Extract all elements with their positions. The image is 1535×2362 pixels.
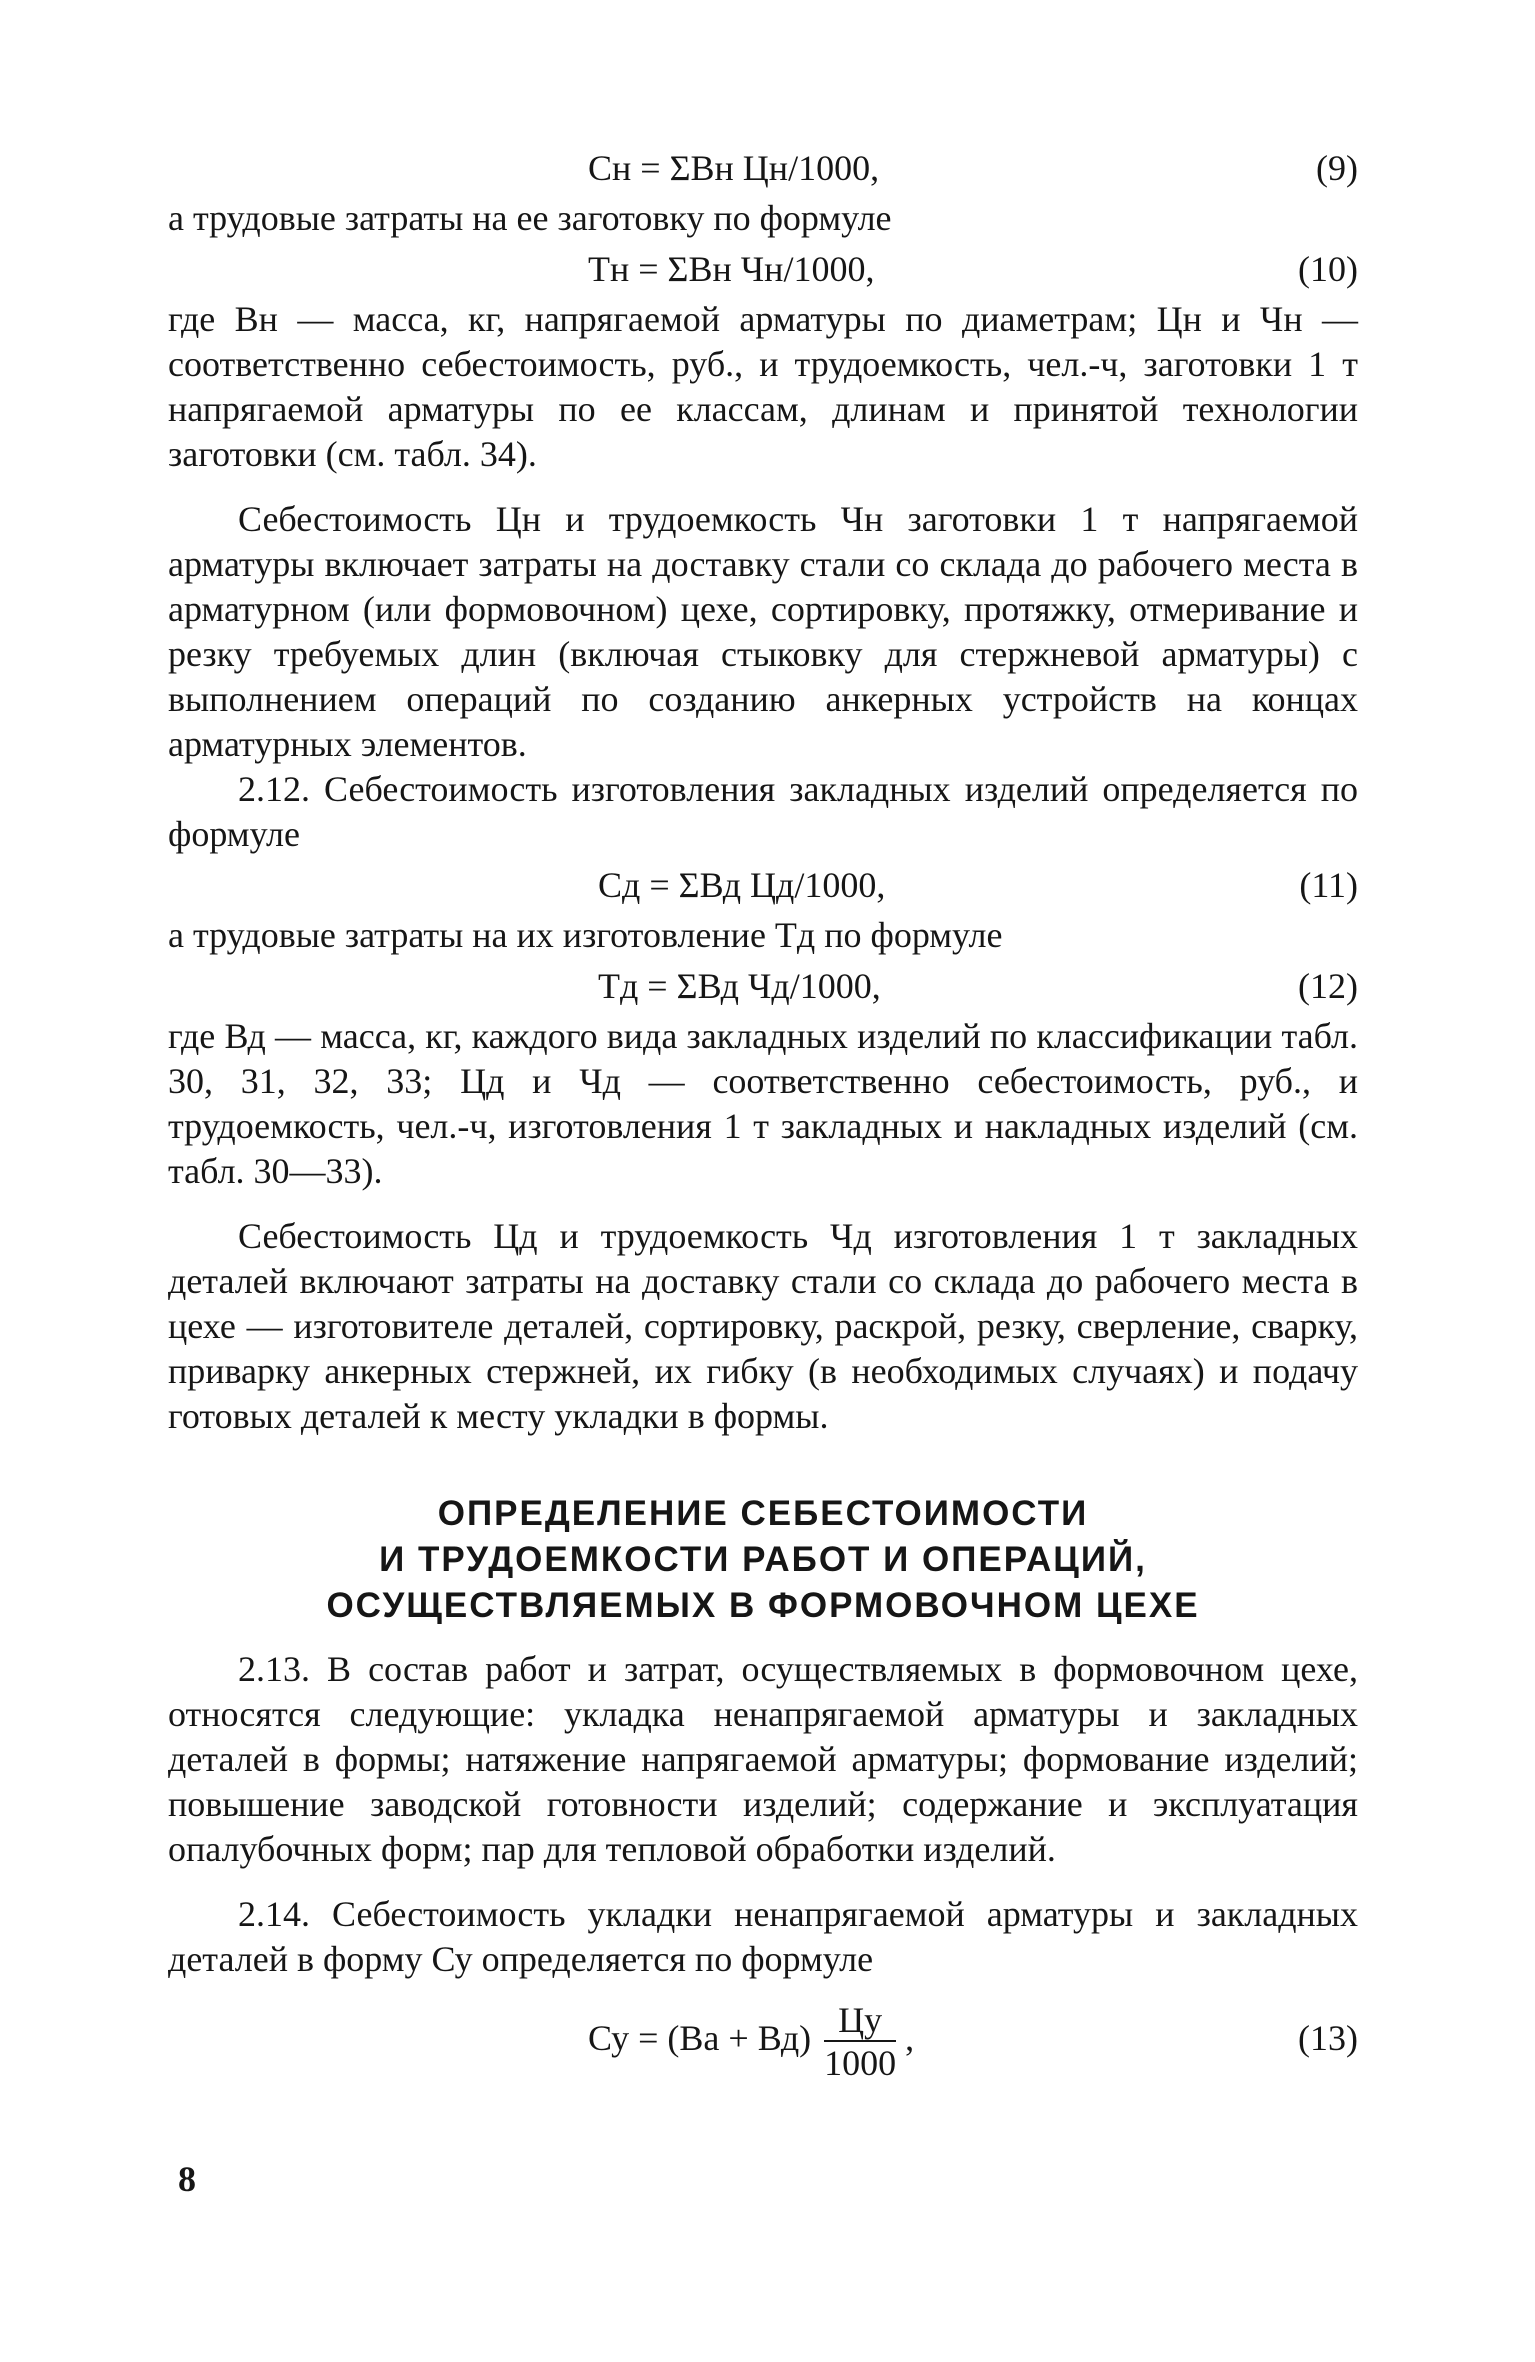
paragraph: где Вн — масса, кг, напрягаемой арматуры по диаметрам; Цн и Чн — соответственно себестоимость, руб., и трудоемкость, чел.-ч, заготовки 1 т напрягаемой арматуры по ее классам, длинам и принятой технологии заготовки (см. табл. 34). xyxy=(168,299,1358,474)
equation-number: (11) xyxy=(1299,865,1358,905)
heading-line: И ТРУДОЕМКОСТИ РАБОТ И ОПЕРАЦИЙ, xyxy=(379,1540,1147,1579)
heading-line: ОСУЩЕСТВЛЯЕМЫХ В ФОРМОВОЧНОМ ЦЕХЕ xyxy=(326,1586,1200,1625)
equation-expression: Сд = ΣВд Цд/1000, xyxy=(598,865,886,905)
paragraph: 2.12. Себестоимость изготовления закладных изделий определяется по формуле xyxy=(168,769,1358,854)
equation-13 xyxy=(168,1988,1358,2088)
paragraph: Себестоимость Цд и трудоемкость Чд изготовления 1 т закладных деталей включают затраты на доставку стали со склада до рабочего места в цехе — изготовителе деталей, сортировку, раскрой, резку, сверление, сварку, приварку анкерных стержней, их гибку (в необходимых случаях) и подачу готовых деталей к месту укладки в формы. xyxy=(168,1216,1358,1436)
section-heading xyxy=(168,1491,1358,1629)
equation-number: (9) xyxy=(1316,148,1358,188)
equation-11 xyxy=(168,857,1358,913)
fraction-numerator: Цу xyxy=(824,2000,896,2042)
equation-9 xyxy=(168,140,1358,196)
paragraph: где Вд — масса, кг, каждого вида закладных изделий по классификации табл. 30, 31, 32, 33; Цд и Чд — соответственно себестоимость, руб., и трудоемкость, чел.-ч, изготовления 1 т закладных и накладных изделий (см. табл. 30—33). xyxy=(168,1016,1358,1191)
equation-number: (12) xyxy=(1298,966,1358,1006)
paragraph: а трудовые затраты на их изготовление Тд по формуле xyxy=(168,915,1003,955)
equation-12 xyxy=(168,958,1358,1014)
paragraph: Себестоимость Цн и трудоемкость Чн заготовки 1 т напрягаемой арматуры включает затраты на доставку стали со склада до рабочего места в арматурном (или формовочном) цехе, сортировку, протяжку, отмеривание и резку требуемых длин (включая стыковку для стержневой арматуры) с выполнением операций по созданию анкерных устройств на концах арматурных элементов. xyxy=(168,499,1358,764)
equation-number: (10) xyxy=(1298,249,1358,289)
paragraph: а трудовые затраты на ее заготовку по формуле xyxy=(168,198,892,238)
fraction-denominator: 1000 xyxy=(824,2042,897,2083)
equation-expression xyxy=(588,1988,914,2088)
paragraph: 2.13. В состав работ и затрат, осуществляемых в формовочном цехе, относятся следующие: укладка ненапрягаемой арматуры и закладных деталей в формы; натяжение напрягаемой арматуры; формование изделий; повышение заводской готовности изделий; содержание и эксплуатация опалубочных форм; пар для тепловой обработки изделий. xyxy=(168,1649,1358,1869)
fraction xyxy=(824,2000,896,2084)
equation-10 xyxy=(168,241,1358,297)
equation-expression: Тд = ΣВд Чд/1000, xyxy=(598,966,881,1006)
paragraph: 2.14. Себестоимость укладки ненапрягаемой арматуры и закладных деталей в форму Су определяется по формуле xyxy=(168,1894,1358,1979)
equation-number: (13) xyxy=(1298,2018,1358,2058)
equation-tail: , xyxy=(905,2018,915,2058)
page-number: 8 xyxy=(178,2159,196,2199)
equation-expression: Сн = ΣВн Цн/1000, xyxy=(588,148,880,188)
page-content xyxy=(168,140,1358,2088)
heading-line: ОПРЕДЕЛЕНИЕ СЕБЕСТОИМОСТИ xyxy=(437,1494,1089,1533)
equation-expression: Тн = ΣВн Чн/1000, xyxy=(588,249,875,289)
equation-lhs: Су = (Ва + Вд) xyxy=(588,2018,812,2058)
